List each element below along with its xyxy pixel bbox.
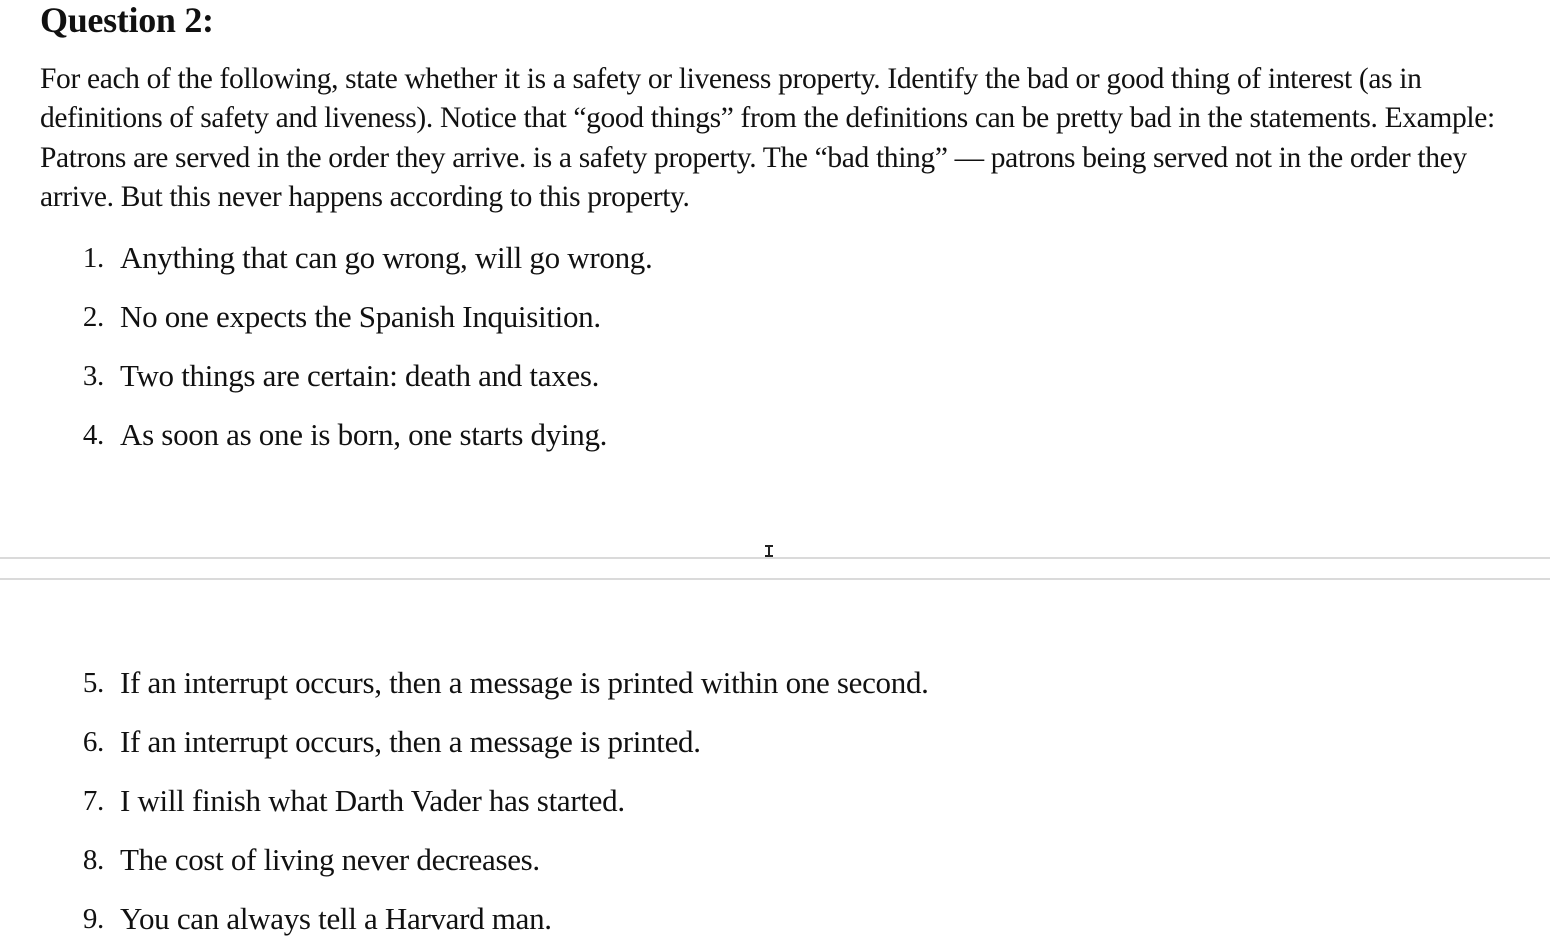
list-item-text: Two things are certain: death and taxes. — [120, 358, 600, 393]
page-break — [0, 557, 1550, 580]
list-item-text: You can always tell a Harvard man. — [120, 901, 552, 936]
list-item-text: As soon as one is born, one starts dying. — [120, 417, 608, 452]
list-item-text: The cost of living never decreases. — [120, 842, 540, 877]
list-item-number: 2. — [82, 301, 104, 333]
list-item-number: 5. — [82, 667, 104, 699]
list-item-number: 3. — [82, 360, 104, 392]
list-item-number: 8. — [82, 844, 104, 876]
list-item-number: 1. — [82, 242, 104, 274]
question-instructions: For each of the following, state whether it is a safety or liveness property. Identify the bad or good thing of interest (as in definitions of safety and liveness). Notice that “good things” from the definitions can be pretty bad in the statements. Example: Patrons are served in the order they arrive. is a safety property. The “bad thing” — patrons being served not in the order they arrive. But this never happens according to this property. — [40, 63, 1495, 213]
list-item-number: 6. — [82, 726, 104, 758]
list-item-text: Anything that can go wrong, will go wrong. — [120, 240, 653, 275]
text-cursor-icon — [765, 545, 773, 557]
list-item-text: If an interrupt occurs, then a message is printed within one second. — [120, 665, 929, 700]
list-item-number: 9. — [82, 903, 104, 935]
question-title: Question 2: — [40, 0, 214, 40]
list-item-number: 4. — [82, 419, 104, 451]
list-item-text: If an interrupt occurs, then a message is printed. — [120, 724, 701, 759]
list-item-text: I will finish what Darth Vader has started. — [120, 783, 625, 818]
document-page-2 — [0, 580, 1550, 948]
list-item-text: No one expects the Spanish Inquisition. — [120, 299, 601, 334]
list-item-number: 7. — [82, 785, 104, 817]
